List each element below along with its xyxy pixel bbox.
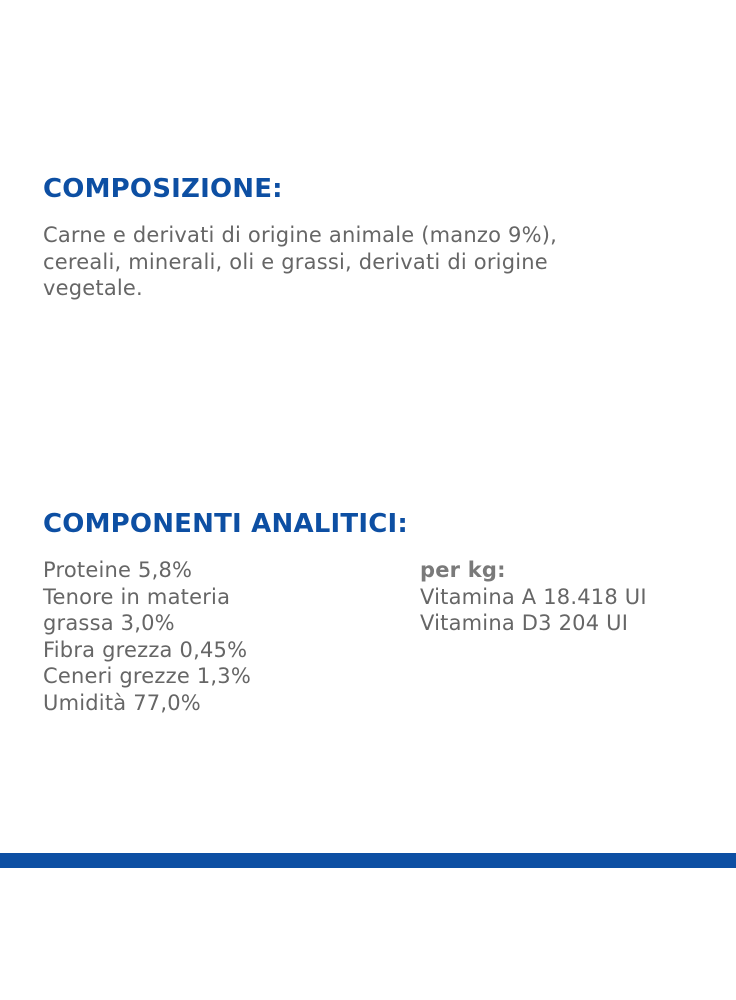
analytical-item: Tenore in materia bbox=[43, 584, 231, 609]
componenti-analitici-heading: COMPONENTI ANALITICI: bbox=[43, 509, 408, 539]
vitamin-item: Vitamina A 18.418 UI bbox=[420, 584, 647, 609]
vitamin-item: Vitamina D3 204 UI bbox=[420, 611, 629, 635]
composizione-line: Carne e derivati di origine animale (manzo 9%), bbox=[43, 223, 558, 247]
composizione-line: cereali, minerali, oli e grassi, derivati di origine bbox=[43, 249, 548, 274]
blue-divider-band bbox=[0, 853, 736, 868]
additives-per-kg-list bbox=[420, 557, 720, 637]
composizione-line: vegetale. bbox=[43, 276, 143, 300]
composizione-heading: COMPOSIZIONE: bbox=[43, 174, 283, 204]
analytical-item: Ceneri grezze 1,3% bbox=[43, 664, 251, 688]
analytical-item: Umidità 77,0% bbox=[43, 690, 201, 715]
analytical-item: grassa 3,0% bbox=[43, 611, 175, 635]
analytical-item: Proteine 5,8% bbox=[43, 558, 193, 582]
analytical-item: Fibra grezza 0,45% bbox=[43, 637, 248, 662]
analytical-components-list bbox=[43, 557, 383, 716]
composizione-text bbox=[43, 222, 683, 302]
per-kg-label: per kg: bbox=[420, 558, 506, 582]
